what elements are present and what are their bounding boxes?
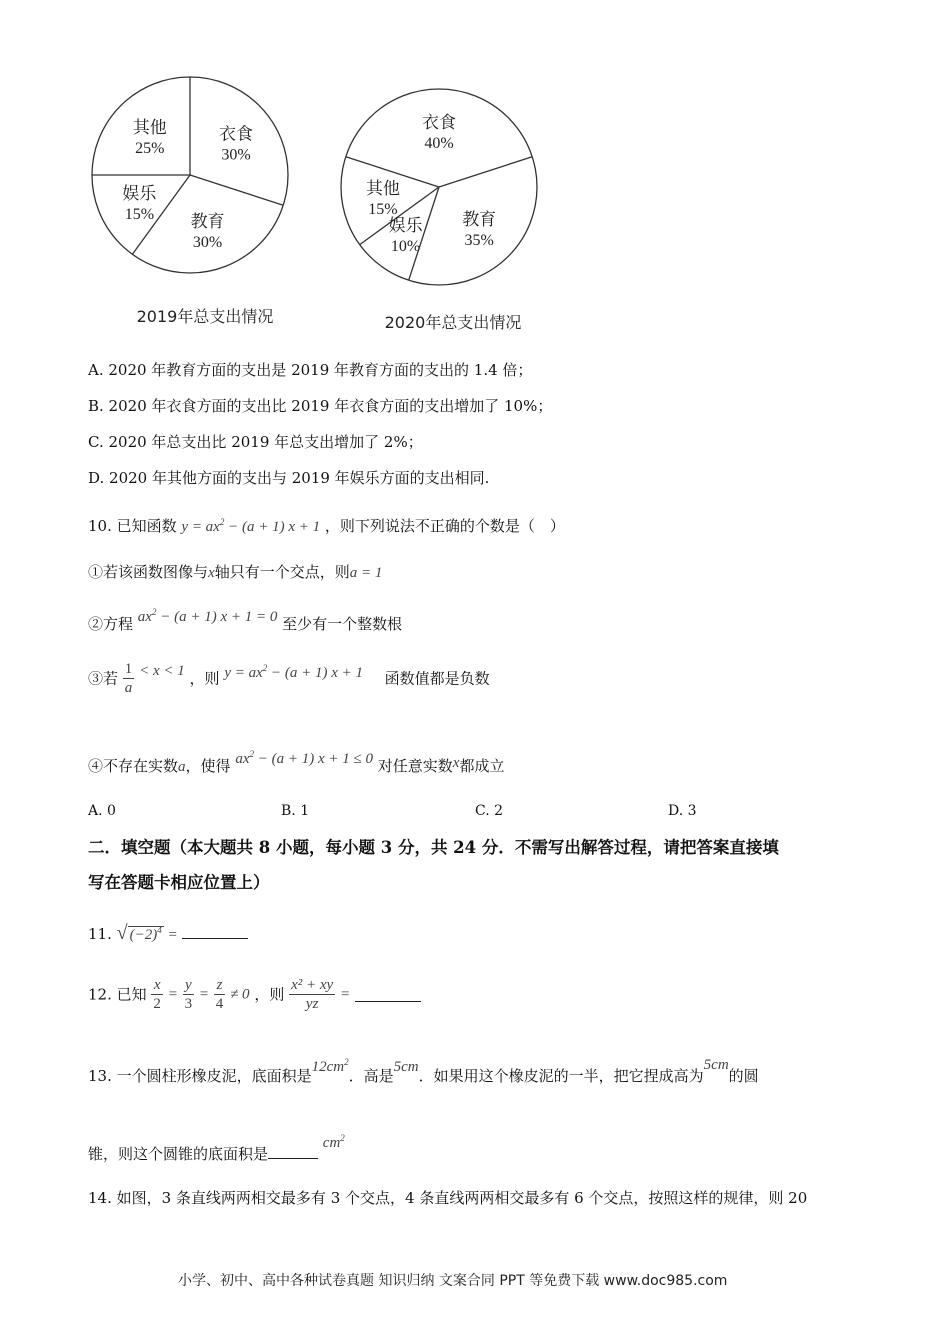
chart-title-2020: 2020年总支出情况 — [384, 313, 522, 332]
pie-2019-slice-label-0: 其他 — [132, 117, 167, 138]
q10-statement-4: ④不存在实数a，使得 $ax^2 - (a + 1) x + 1 \le 0$ 对任意实数x都成立 — [88, 749, 505, 775]
chart-title-2019: 2019年总支出情况 — [136, 307, 274, 326]
pie-2019-slice-label-3: 娱乐 — [122, 183, 157, 204]
q10-prefix: 10. 已知函数 — [88, 517, 177, 535]
pie-2019-slice-value-0: 25% — [135, 139, 165, 157]
pie-2020-slice-label-0: 其他 — [365, 178, 400, 199]
page-footer: 小学、初中、高中各种试卷真题 知识归纳 文案合同 PPT 等免费下载 www.doc985.com — [178, 1273, 728, 1289]
sqrt-expression: √ $(-2)^4$ = — [116, 922, 178, 944]
pie-2020-slice-label-1: 衣食 — [422, 113, 456, 134]
pie-2020-slice-label-3: 娱乐 — [388, 215, 423, 236]
q10-option-b: B. 1 — [281, 803, 310, 819]
pie-chart-2019 — [80, 70, 300, 340]
answer-blank-12[interactable] — [355, 987, 421, 1002]
question-13-line-1: 13. 一个圆柱形橡皮泥，底面积是$12cm^2$．高是5cm．如果用这个橡皮泥的一半，把它捏成高为5cm的圆 — [88, 1057, 759, 1085]
q9-option-c: C. 2020 年总支出比 2019 年总支出增加了 2%； — [88, 433, 423, 451]
answer-blank-11[interactable] — [182, 924, 248, 939]
q9-option-d: D. 2020 年其他方面的支出与 2019 年娱乐方面的支出相同. — [88, 469, 490, 487]
q10-formula: $y = ax^2 - (a + 1) x + 1$ — [181, 517, 321, 535]
frac-1-over-a: $\frac{1}{a}$ — [124, 661, 133, 696]
pie-2019-slice-label-2: 教育 — [190, 212, 225, 233]
pie-2020-slice-value-0: 15% — [368, 200, 398, 218]
q10-option-c: C. 2 — [475, 803, 504, 819]
q10-stem — [88, 512, 565, 537]
q10-statement-2: ②方程 $ax^2 - (a + 1) x + 1 = 0$ 至少有一个整数根 — [88, 607, 403, 633]
q9-option-b: B. 2020 年衣食方面的支出比 2019 年衣食方面的支出增加了 10%； — [88, 397, 553, 415]
q10-option-d: D. 3 — [668, 803, 697, 819]
answer-blank-13[interactable] — [268, 1144, 318, 1159]
section-2-heading-line-1: 二．填空题（本大题共 8 小题，每小题 3 分，共 24 分．不需写出解答过程，请把答案直接填 — [88, 838, 779, 857]
q9-option-a: A. 2020 年教育方面的支出是 2019 年教育方面的支出的 1.4 倍； — [88, 361, 533, 379]
pie-2020-slice-label-2: 教育 — [462, 210, 497, 231]
question-13-line-2: 锥，则这个圆锥的底面积是 $cm^2$ — [88, 1133, 345, 1163]
pie-2019-slice-value-2: 30% — [192, 234, 223, 252]
section-2-heading-line-2: 写在答题卡相应位置上） — [88, 873, 270, 892]
q10-statement-1: ①若该函数图像与x轴只有一个交点，则a = 1 — [88, 563, 383, 581]
question-14: 14. 如图，3 条直线两两相交最多有 3 个交点，4 条直线两两相交最多有 6 个交点，按照这样的规律，则 20 — [88, 1189, 808, 1207]
pie-2019-slice-value-1: 30% — [221, 146, 251, 164]
question-11: 11. √ $(-2)^4$ = — [88, 920, 248, 945]
pie-2020-slice-value-2: 35% — [464, 232, 494, 250]
q10-suffix: ，则下列说法不正确的个数是（ ） — [324, 517, 565, 535]
pie-2019-slice-value-3: 15% — [124, 205, 155, 223]
pie-2020-slice-value-3: 10% — [390, 237, 421, 255]
pie-2019-slice-label-1: 衣食 — [218, 124, 253, 145]
pie-2020-slice-value-1: 40% — [424, 135, 454, 153]
q10-statement-3: ③若 $\frac{1}{a}$ < x < 1 ，则 $y = ax^2 - (a + 1) x + 1$ 函数值都是负数 — [88, 661, 490, 696]
question-12: 12. 已知 $\frac{x}{2}$ = $\frac{y}{3}$ = $\frac{z}{4}$ ≠ 0 ，则 $\frac{\text{x² + xy}}{yz}$ = — [88, 976, 421, 1013]
q10-option-a: A. 0 — [88, 803, 116, 819]
pie-chart-2020 — [330, 70, 560, 345]
